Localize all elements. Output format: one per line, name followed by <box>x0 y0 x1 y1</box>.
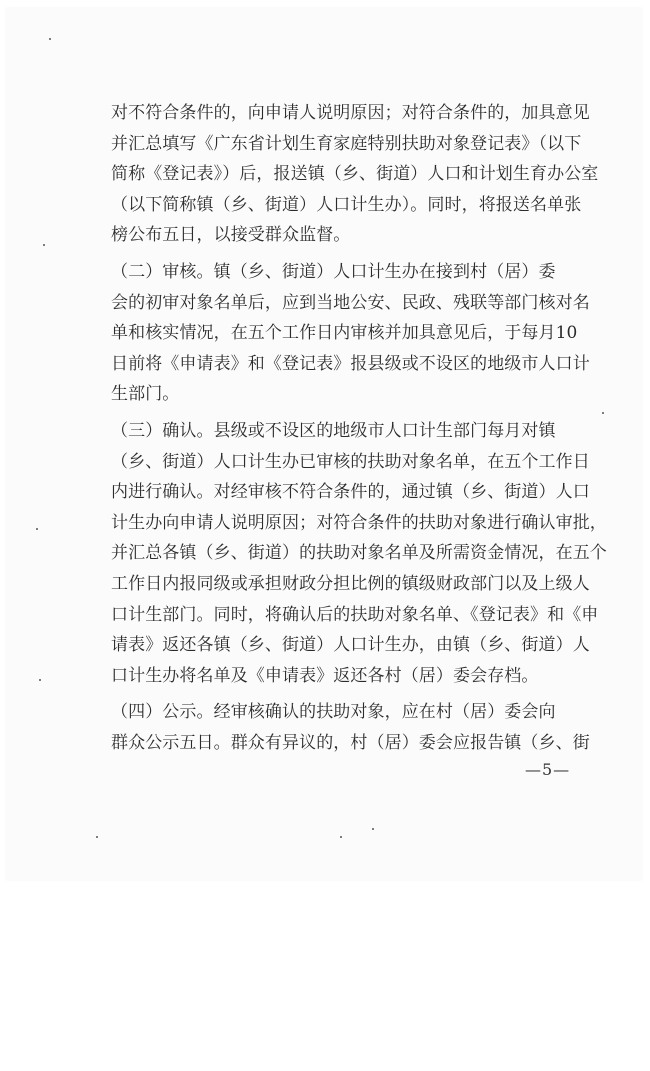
scan-speck <box>96 836 98 838</box>
text-line: 群众公示五日。群众有异议的，村（居）委会应报告镇（乡、街 <box>111 732 590 753</box>
text-line: （四）公示。经审核确认的扶助对象，应在村（居）委会向 <box>111 702 556 723</box>
text-line: 口计生办将名单及《申请表》返还各村（居）委会存档。 <box>111 665 539 686</box>
paragraph-1 <box>111 98 599 251</box>
scan-speck <box>43 244 45 246</box>
text-line: 计生办向申请人说明原因；对符合条件的扶助对象进行确认审批， <box>111 512 607 533</box>
scan-speck <box>372 828 374 830</box>
text-line: （三）确认。县级或不设区的地级市人口计生部门每月对镇 <box>111 420 556 441</box>
text-line: （乡、街道）人口计生办已审核的扶助对象名单，在五个工作日 <box>111 451 590 472</box>
text-line: 并汇总填写《广东省计划生育家庭特别扶助对象登记表》（以下 <box>111 133 582 154</box>
scan-speck <box>602 412 604 414</box>
text-line: 单和核实情况，在五个工作日内审核并加具意见后，于每月10 <box>111 323 578 344</box>
paragraph-3-confirmation <box>111 416 607 691</box>
text-line: 简称《登记表》）后，报送镇（乡、街道）人口和计划生育办公室 <box>111 164 599 185</box>
document-page <box>6 8 642 880</box>
scan-speck <box>49 38 51 40</box>
text-line: 生部门。 <box>111 384 180 405</box>
scan-speck <box>36 528 38 530</box>
paragraph-2-review <box>111 257 590 410</box>
scan-speck <box>340 836 342 838</box>
text-line: 工作日内报同级或承担财政分担比例的镇级财政部门以及上级人 <box>111 573 590 594</box>
text-line: 榜公布五日，以接受群众监督。 <box>111 225 351 246</box>
page-number: —5— <box>525 760 571 779</box>
scan-speck <box>39 679 41 681</box>
text-line: 内进行确认。对经审核不符合条件的，通过镇（乡、街道）人口 <box>111 482 590 503</box>
text-line: 口计生部门。同时，将确认后的扶助对象名单、《登记表》和《申 <box>111 604 599 625</box>
text-line: 请表》返还各镇（乡、街道）人口计生办，由镇（乡、街道）人 <box>111 635 590 656</box>
text-line: 并汇总各镇（乡、街道）的扶助对象名单及所需资金情况，在五个 <box>111 543 607 564</box>
paragraph-4-publicity <box>111 697 590 758</box>
text-line: （以下简称镇（乡、街道）人口计生办）。同时，将报送名单张 <box>111 194 582 215</box>
text-line: （二）审核。镇（乡、街道）人口计生办在接到村（居）委 <box>111 261 556 282</box>
text-line: 日前将《申请表》和《登记表》报县级或不设区的地级市人口计 <box>111 353 590 374</box>
text-line: 会的初审对象名单后，应到当地公安、民政、残联等部门核对名 <box>111 292 590 313</box>
document-body <box>111 98 607 758</box>
text-line: 对不符合条件的，向申请人说明原因；对符合条件的，加具意见 <box>111 103 590 123</box>
